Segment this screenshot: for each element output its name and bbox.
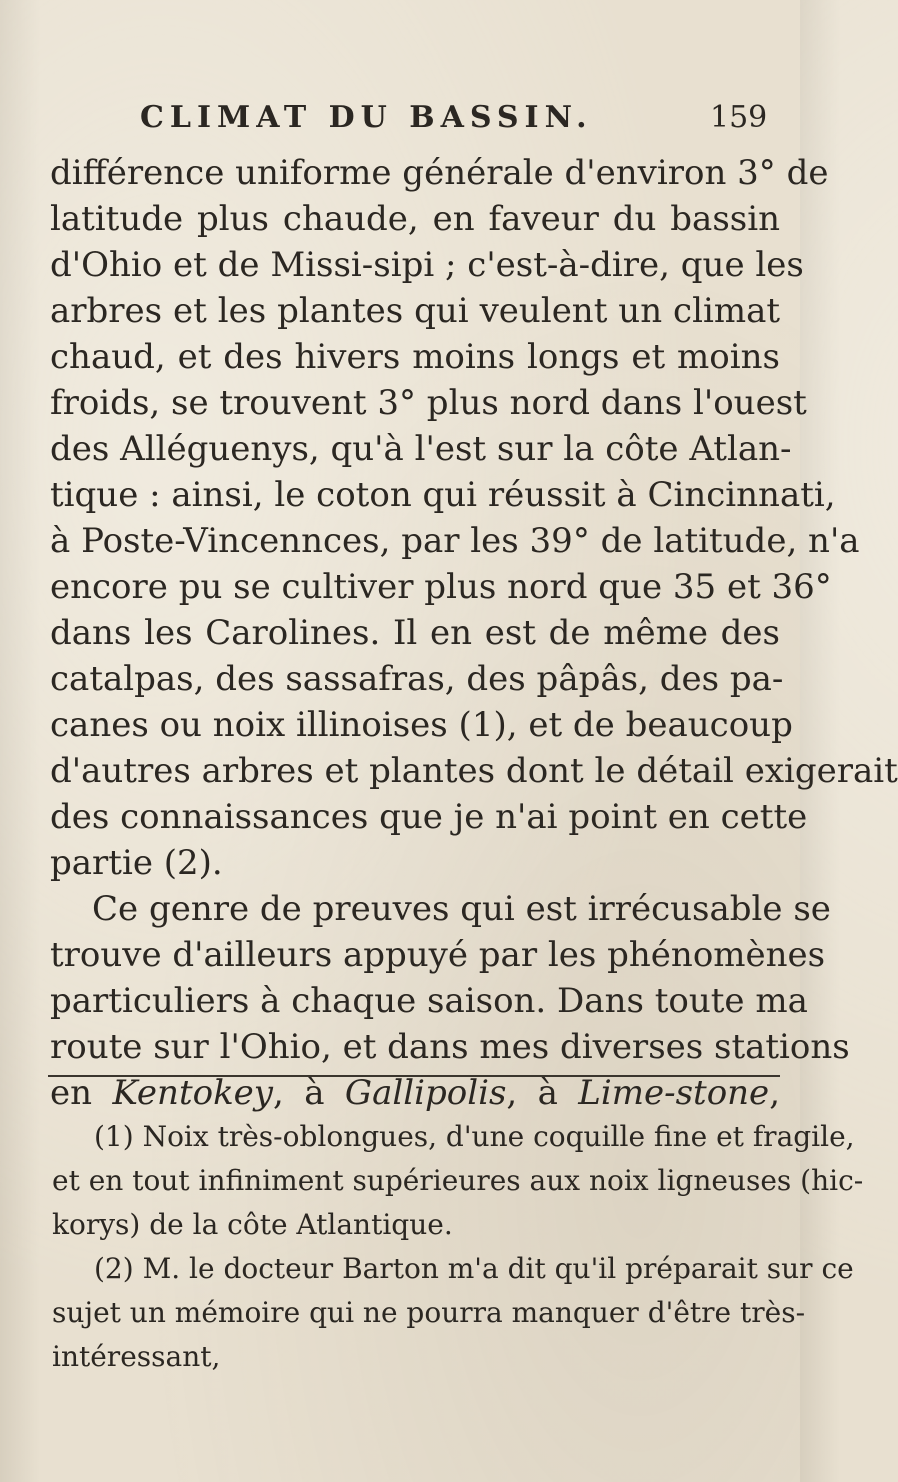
text-line: d'autres arbres et plantes dont le détail exigerait — [50, 751, 898, 791]
text-fragment: , — [769, 1073, 780, 1113]
text-line: différence uniforme générale d'environ 3° de — [50, 153, 829, 193]
place-name: Gallipolis — [344, 1073, 507, 1113]
running-title: CLIMAT DU BASSIN. — [140, 100, 593, 135]
text-line: catalpas, des sassafras, des pâpâs, des pa- — [50, 659, 784, 699]
text-line: encore pu se cultiver plus nord que 35 et 36° — [50, 567, 832, 607]
footnote-line: sujet un mémoire qui ne pourra manquer d'être très- — [52, 1296, 806, 1329]
text-line: des connaissances que je n'ai point en cette — [50, 797, 808, 837]
place-name: Lime-stone — [578, 1073, 770, 1113]
text-line: route sur l'Ohio, et dans mes diverses stations — [50, 1027, 850, 1067]
text-line: dans les Carolines. Il en est de même des — [50, 613, 780, 653]
footnote-rule — [48, 1075, 780, 1077]
text-line: partie (2). — [50, 843, 223, 883]
text-line: des Alléguenys, qu'à l'est sur la côte Atlan- — [50, 429, 792, 469]
footnote-line: (1) Noix très-oblongues, d'une coquille fine et fragile, — [94, 1120, 855, 1153]
text-line: à Poste-Vincennces, par les 39° de latitude, n'a — [50, 521, 860, 561]
text-fragment: en — [50, 1073, 113, 1113]
footnote-line: (2) M. le docteur Barton m'a dit qu'il préparait sur ce — [94, 1252, 854, 1285]
text-line: froids, se trouvent 3° plus nord dans l'ouest — [50, 383, 807, 423]
place-name: Kentokey — [112, 1073, 274, 1113]
text-line: arbres et les plantes qui veulent un climat — [50, 291, 780, 331]
text-line: chaud, et des hivers moins longs et moins — [50, 337, 780, 377]
footnote-line: korys) de la côte Atlantique. — [52, 1208, 453, 1241]
footnote-line: intéressant, — [52, 1340, 221, 1373]
text-line: trouve d'ailleurs appuyé par les phénomènes — [50, 935, 826, 975]
page-number: 159 — [710, 100, 768, 135]
text-line: particuliers à chaque saison. Dans toute ma — [50, 981, 808, 1021]
running-head — [0, 100, 800, 144]
footnotes — [52, 1115, 864, 1379]
text-line: d'Ohio et de Missi-sipi ; c'est-à-dire, que les — [50, 245, 804, 285]
text-line: canes ou noix illinoises (1), et de beaucoup — [50, 705, 793, 745]
footnote-line: et en tout infiniment supérieures aux noix ligneuses (hic- — [52, 1164, 864, 1197]
main-text — [50, 150, 898, 1116]
text-fragment: , à — [273, 1073, 345, 1113]
text-fragment: , à — [506, 1073, 579, 1113]
paragraph-start-line: Ce genre de preuves qui est irrécusable se — [92, 889, 831, 929]
text-line: latitude plus chaude, en faveur du bassin — [50, 199, 780, 239]
text-line: tique : ainsi, le coton qui réussit à Cincinnati, — [50, 475, 836, 515]
